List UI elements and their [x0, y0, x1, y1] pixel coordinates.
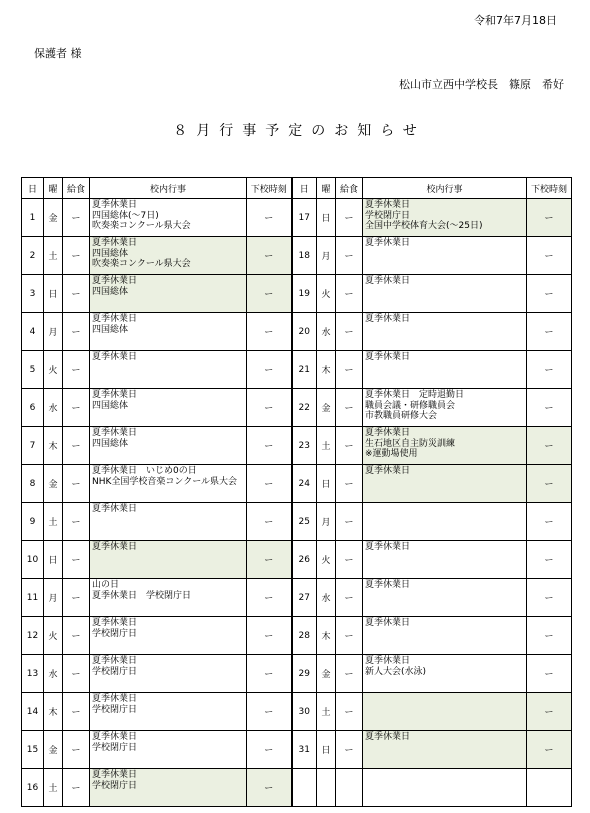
event-line: 夏季休業日 — [92, 694, 138, 704]
day-cell: 9 — [22, 503, 44, 541]
events-cell — [90, 313, 247, 351]
lunch-cell: ー — [63, 313, 90, 351]
events-cell — [363, 503, 527, 541]
schedule-table — [21, 177, 572, 807]
day-cell: 1 — [22, 199, 44, 237]
day-cell: 29 — [292, 655, 317, 693]
events-cell — [363, 351, 527, 389]
lunch-cell: ー — [336, 237, 363, 275]
events-cell — [90, 503, 247, 541]
weekday-cell: 月 — [44, 313, 63, 351]
weekday-cell: 土 — [317, 693, 336, 731]
event-line: ※運動場使用 — [365, 449, 418, 459]
day-cell: 10 — [22, 541, 44, 579]
lunch-cell: ー — [63, 465, 90, 503]
lunch-cell: ー — [63, 579, 90, 617]
lunch-cell: ー — [336, 427, 363, 465]
events-cell — [90, 579, 247, 617]
table-header-row — [22, 178, 572, 199]
event-line: 学校閉庁日 — [92, 704, 138, 715]
event-line: 夏季休業日 — [365, 618, 411, 628]
weekday-cell: 木 — [317, 351, 336, 389]
table-row — [22, 769, 572, 807]
event-line: 夏季休業日 — [92, 200, 138, 210]
col-header-weekday: 曜 — [317, 178, 336, 199]
event-line: 学校閉庁日 — [92, 628, 138, 639]
event-line: 夏季休業日 — [92, 618, 138, 628]
lunch-cell: ー — [336, 389, 363, 427]
event-line: 夏季休業日 定時退勤日 — [365, 390, 465, 400]
day-cell: 7 — [22, 427, 44, 465]
dismissal-time-cell: ー — [527, 237, 572, 275]
events-cell — [90, 465, 247, 503]
event-line: 夏季休業日 — [365, 466, 411, 476]
table-row — [22, 389, 572, 427]
dismissal-time-cell: ー — [247, 351, 292, 389]
day-cell: 23 — [292, 427, 317, 465]
event-line: 学校閉庁日 — [92, 742, 138, 753]
dismissal-time-cell: ー — [527, 731, 572, 769]
col-header-lunch: 給食 — [336, 178, 363, 199]
dismissal-time-cell: ー — [247, 617, 292, 655]
weekday-cell: 金 — [44, 199, 63, 237]
events-cell — [363, 199, 527, 237]
lunch-cell: ー — [63, 769, 90, 807]
lunch-cell: ー — [63, 503, 90, 541]
weekday-cell: 土 — [44, 769, 63, 807]
dismissal-time-cell: ー — [527, 693, 572, 731]
event-line: 四国総体 — [92, 286, 129, 297]
lunch-cell: ー — [336, 465, 363, 503]
weekday-cell: 火 — [44, 617, 63, 655]
events-cell — [90, 199, 247, 237]
document-title: ８月行事予定のお知らせ — [173, 123, 426, 139]
dismissal-time-cell: ー — [247, 731, 292, 769]
lunch-cell: ー — [336, 199, 363, 237]
weekday-cell: 日 — [317, 199, 336, 237]
event-line: 吹奏楽コンクール県大会 — [92, 221, 191, 231]
day-cell: 27 — [292, 579, 317, 617]
lunch-cell: ー — [63, 237, 90, 275]
lunch-cell: ー — [63, 351, 90, 389]
day-cell: 11 — [22, 579, 44, 617]
events-cell — [363, 465, 527, 503]
dismissal-time-cell: ー — [527, 199, 572, 237]
event-line: 市教職員研修大会 — [365, 411, 438, 421]
day-cell: 26 — [292, 541, 317, 579]
col-header-events: 校内行事 — [90, 178, 247, 199]
dismissal-time-cell: ー — [247, 541, 292, 579]
event-line: 夏季休業日 — [365, 580, 411, 590]
weekday-cell: 金 — [317, 389, 336, 427]
weekday-cell: 日 — [44, 541, 63, 579]
lunch-cell: ー — [336, 313, 363, 351]
events-cell — [363, 693, 527, 731]
weekday-cell: 土 — [44, 237, 63, 275]
dismissal-time-cell: ー — [247, 655, 292, 693]
event-line: 夏季休業日 — [92, 352, 138, 362]
event-line: 夏季休業日 — [365, 314, 411, 324]
event-line: 夏季休業日 — [365, 352, 411, 362]
weekday-cell: 金 — [44, 465, 63, 503]
col-header-events: 校内行事 — [363, 178, 527, 199]
col-header-day: 日 — [292, 178, 317, 199]
dismissal-time-cell: ー — [247, 275, 292, 313]
event-line: 夏季休業日 — [365, 238, 411, 248]
day-cell: 3 — [22, 275, 44, 313]
weekday-cell: 月 — [44, 579, 63, 617]
day-cell: 15 — [22, 731, 44, 769]
event-line: 夏季休業日 — [365, 732, 411, 742]
dismissal-time-cell: ー — [247, 389, 292, 427]
event-line: 夏季休業日 — [92, 276, 138, 286]
table-row — [22, 351, 572, 389]
weekday-cell: 水 — [317, 579, 336, 617]
dismissal-time-cell: ー — [527, 465, 572, 503]
events-cell — [90, 275, 247, 313]
events-cell — [363, 313, 527, 351]
dismissal-time-cell: ー — [247, 693, 292, 731]
dismissal-time-cell: ー — [247, 579, 292, 617]
day-cell: 14 — [22, 693, 44, 731]
event-line: 四国総体 — [92, 248, 129, 259]
event-line: 夏季休業日 — [365, 542, 411, 552]
dismissal-time-cell: ー — [527, 503, 572, 541]
event-line: 生石地区自主防災訓練 — [365, 438, 456, 449]
weekday-cell: 金 — [44, 731, 63, 769]
dismissal-time-cell: ー — [247, 237, 292, 275]
events-cell — [363, 579, 527, 617]
day-cell: 25 — [292, 503, 317, 541]
lunch-cell: ー — [63, 693, 90, 731]
weekday-cell: 日 — [317, 731, 336, 769]
event-line: 夏季休業日 — [92, 504, 138, 514]
lunch-cell: ー — [336, 579, 363, 617]
event-line: 学校閉庁日 — [92, 666, 138, 677]
event-line: 四国総体(～7日) — [92, 210, 159, 221]
event-line: 夏季休業日 — [92, 314, 138, 324]
events-cell — [90, 351, 247, 389]
weekday-cell: 火 — [44, 351, 63, 389]
weekday-cell: 金 — [317, 655, 336, 693]
table-row — [22, 275, 572, 313]
event-line: 夏季休業日 — [92, 732, 138, 742]
table-row — [22, 237, 572, 275]
weekday-cell: 水 — [44, 389, 63, 427]
day-cell: 19 — [292, 275, 317, 313]
col-header-dismissal: 下校時刻 — [247, 178, 292, 199]
event-line: 夏季休業日 — [365, 428, 411, 438]
table-row — [22, 617, 572, 655]
event-line: 夏季休業日 学校閉庁日 — [92, 590, 192, 601]
events-cell — [90, 389, 247, 427]
lunch-cell: ー — [63, 275, 90, 313]
empty-cell — [292, 769, 317, 807]
lunch-cell: ー — [336, 541, 363, 579]
events-cell — [363, 275, 527, 313]
weekday-cell: 日 — [317, 465, 336, 503]
event-line: 夏季休業日 いじめ0の日 — [92, 466, 197, 476]
lunch-cell: ー — [336, 617, 363, 655]
dismissal-time-cell: ー — [527, 427, 572, 465]
event-line: 夏季休業日 — [92, 428, 138, 438]
dismissal-time-cell: ー — [247, 465, 292, 503]
events-cell — [90, 541, 247, 579]
events-cell — [90, 731, 247, 769]
lunch-cell: ー — [336, 351, 363, 389]
event-line: NHK全国学校音楽コンクール県大会 — [92, 476, 238, 487]
event-line: 新人大会(水泳) — [365, 666, 427, 677]
lunch-cell: ー — [336, 275, 363, 313]
day-cell: 13 — [22, 655, 44, 693]
weekday-cell: 水 — [317, 313, 336, 351]
day-cell: 8 — [22, 465, 44, 503]
col-header-lunch: 給食 — [63, 178, 90, 199]
dismissal-time-cell: ー — [247, 199, 292, 237]
event-line: 吹奏楽コンクール県大会 — [92, 259, 191, 269]
event-line: 職員会議・研修職員会 — [365, 400, 456, 411]
event-line: 学校閉庁日 — [92, 780, 138, 791]
events-cell — [363, 389, 527, 427]
day-cell: 22 — [292, 389, 317, 427]
table-row — [22, 427, 572, 465]
lunch-cell: ー — [63, 199, 90, 237]
event-line: 夏季休業日 — [92, 542, 138, 552]
day-cell: 2 — [22, 237, 44, 275]
schedule-body — [22, 199, 572, 807]
day-cell: 4 — [22, 313, 44, 351]
dismissal-time-cell: ー — [527, 617, 572, 655]
day-cell: 20 — [292, 313, 317, 351]
weekday-cell: 月 — [317, 237, 336, 275]
dismissal-time-cell: ー — [527, 579, 572, 617]
day-cell: 18 — [292, 237, 317, 275]
events-cell — [90, 693, 247, 731]
lunch-cell: ー — [336, 503, 363, 541]
event-line: 夏季休業日 — [92, 390, 138, 400]
table-row — [22, 199, 572, 237]
weekday-cell: 火 — [317, 541, 336, 579]
lunch-cell: ー — [63, 389, 90, 427]
day-cell: 16 — [22, 769, 44, 807]
table-row — [22, 731, 572, 769]
weekday-cell: 火 — [317, 275, 336, 313]
events-cell — [90, 617, 247, 655]
event-line: 全国中学校体育大会(～25日) — [365, 221, 483, 231]
day-cell: 5 — [22, 351, 44, 389]
lunch-cell: ー — [336, 655, 363, 693]
event-line: 夏季休業日 — [92, 656, 138, 666]
weekday-cell: 土 — [44, 503, 63, 541]
table-row — [22, 465, 572, 503]
empty-cell — [317, 769, 336, 807]
dismissal-time-cell: ー — [247, 313, 292, 351]
weekday-cell: 木 — [317, 617, 336, 655]
col-header-dismissal: 下校時刻 — [527, 178, 572, 199]
dismissal-time-cell: ー — [527, 351, 572, 389]
event-line: 四国総体 — [92, 400, 129, 411]
event-line: 夏季休業日 — [365, 276, 411, 286]
dismissal-time-cell: ー — [527, 541, 572, 579]
events-cell — [90, 237, 247, 275]
dismissal-time-cell: ー — [247, 427, 292, 465]
lunch-cell: ー — [336, 693, 363, 731]
event-line: 夏季休業日 — [92, 770, 138, 780]
table-row — [22, 579, 572, 617]
day-cell: 24 — [292, 465, 317, 503]
events-cell — [90, 655, 247, 693]
events-cell — [363, 731, 527, 769]
lunch-cell: ー — [63, 731, 90, 769]
event-line: 山の日 — [92, 580, 120, 590]
event-line: 夏季休業日 — [365, 200, 411, 210]
dismissal-time-cell: ー — [527, 655, 572, 693]
dismissal-time-cell: ー — [247, 503, 292, 541]
lunch-cell: ー — [336, 731, 363, 769]
day-cell: 12 — [22, 617, 44, 655]
table-row — [22, 693, 572, 731]
event-line: 夏季休業日 — [92, 238, 138, 248]
empty-cell — [336, 769, 363, 807]
day-cell: 6 — [22, 389, 44, 427]
event-line: 四国総体 — [92, 438, 129, 449]
weekday-cell: 木 — [44, 693, 63, 731]
events-cell — [90, 427, 247, 465]
empty-cell — [527, 769, 572, 807]
lunch-cell: ー — [63, 617, 90, 655]
dismissal-time-cell: ー — [527, 275, 572, 313]
col-header-weekday: 曜 — [44, 178, 63, 199]
events-cell — [363, 427, 527, 465]
events-cell — [363, 655, 527, 693]
weekday-cell: 土 — [317, 427, 336, 465]
events-cell — [363, 617, 527, 655]
day-cell: 30 — [292, 693, 317, 731]
lunch-cell: ー — [63, 427, 90, 465]
day-cell: 31 — [292, 731, 317, 769]
table-row — [22, 503, 572, 541]
col-header-day: 日 — [22, 178, 44, 199]
event-line: 学校閉庁日 — [365, 210, 411, 221]
weekday-cell: 月 — [317, 503, 336, 541]
day-cell: 28 — [292, 617, 317, 655]
lunch-cell: ー — [63, 541, 90, 579]
document-date: 令和7年7月18日 — [474, 14, 557, 27]
day-cell: 17 — [292, 199, 317, 237]
event-line: 四国総体 — [92, 324, 129, 335]
dismissal-time-cell: ー — [527, 313, 572, 351]
recipient-line: 保護者 様 — [34, 47, 82, 60]
sender-line: 松山市立西中学校長 篠原 希好 — [399, 78, 564, 91]
weekday-cell: 水 — [44, 655, 63, 693]
day-cell: 21 — [292, 351, 317, 389]
table-row — [22, 541, 572, 579]
weekday-cell: 木 — [44, 427, 63, 465]
lunch-cell: ー — [63, 655, 90, 693]
event-line: 夏季休業日 — [365, 656, 411, 666]
events-cell — [90, 769, 247, 807]
empty-cell — [363, 769, 527, 807]
dismissal-time-cell: ー — [247, 769, 292, 807]
dismissal-time-cell: ー — [527, 389, 572, 427]
table-row — [22, 655, 572, 693]
weekday-cell: 日 — [44, 275, 63, 313]
table-row — [22, 313, 572, 351]
events-cell — [363, 541, 527, 579]
events-cell — [363, 237, 527, 275]
